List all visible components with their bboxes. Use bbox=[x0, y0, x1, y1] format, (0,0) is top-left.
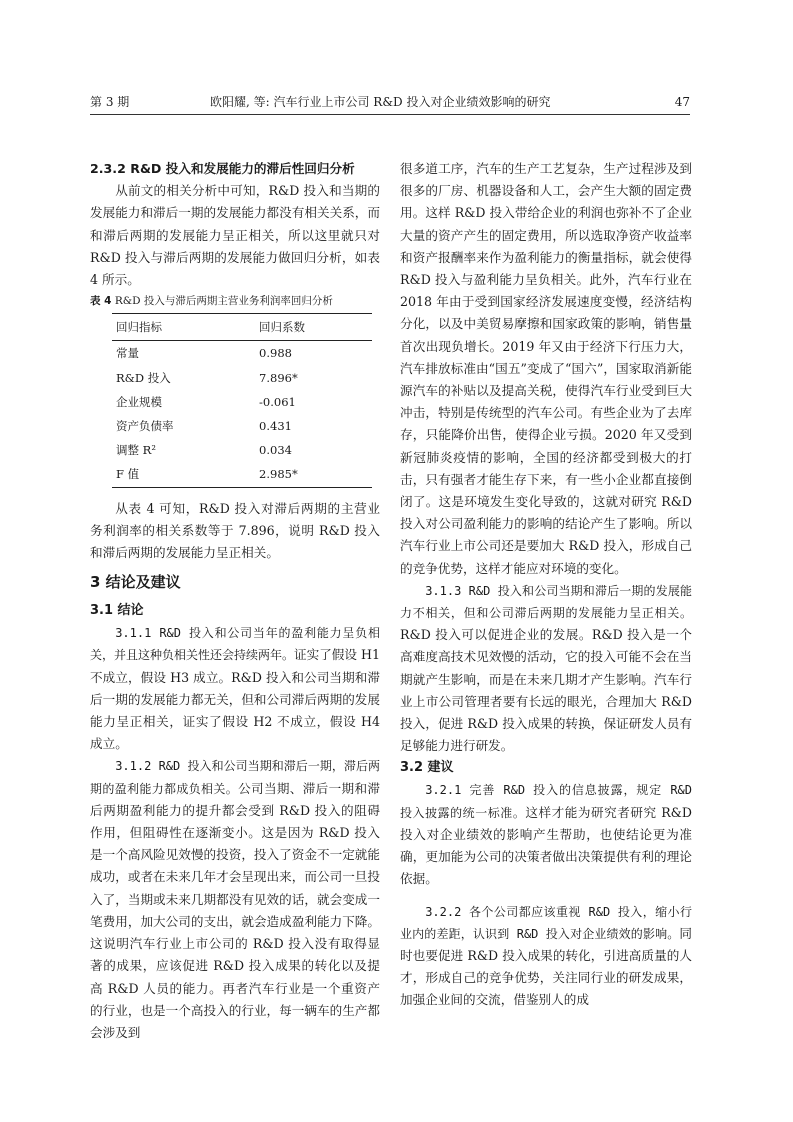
table-row bbox=[112, 414, 372, 438]
regression-table bbox=[112, 313, 372, 487]
spacer bbox=[90, 488, 380, 498]
table-cell-indicator: F 值 bbox=[112, 462, 229, 487]
conclusion-3-1-2-lead: 3.1.2 R&D 投入和公司当期和滞后一期，滞后两期的盈利能力都成负相关。 bbox=[90, 759, 380, 796]
conclusion-3-1-1 bbox=[90, 622, 380, 755]
table-cell-coefficient: 7.896* bbox=[259, 370, 298, 385]
table-4-caption bbox=[90, 293, 380, 309]
table-header-row bbox=[112, 314, 372, 341]
table-row bbox=[112, 341, 372, 366]
table-cell-indicator: 常量 bbox=[116, 346, 139, 361]
table-cell-coefficient: 2.985* bbox=[229, 462, 372, 487]
table-cell-coefficient: 0.034 bbox=[259, 443, 292, 458]
section-2-3-2-paragraph-2: 从表 4 可知，R&D 投入对滞后两期的主营业务利润率的相关系数等于 7.896，说明 R&D 投入和滞后两期的发展能力呈正相关。 bbox=[90, 500, 380, 561]
table-cell-indicator: 调整 R² bbox=[116, 443, 156, 458]
table-caption-label: 表 4 bbox=[90, 295, 112, 308]
table-cell-indicator: 资产负债率 bbox=[116, 419, 174, 434]
issue-number: 第 3 期 bbox=[90, 95, 130, 109]
section-2-3-2-paragraph-1: 从前文的相关分析中可知，R&D 投入和当期的发展能力和滞后一期的发展能力都没有相关关系，而和滞后两期的发展能力呈正相关，所以这里就只对 R&D 投入与滞后两期的发展能力做回归分析，如表 4 所示。 bbox=[90, 183, 380, 288]
page-number: 47 bbox=[674, 95, 690, 109]
table-header-indicator: 回归指标 bbox=[112, 314, 229, 341]
table-cell-coefficient: 0.431 bbox=[259, 419, 292, 434]
suggestion-3-2-2 bbox=[400, 901, 692, 1012]
section-3-1-heading: 3.1 结论 bbox=[90, 603, 144, 619]
right-column bbox=[400, 158, 692, 1012]
running-header bbox=[90, 92, 690, 112]
table-row bbox=[112, 390, 372, 414]
suggestion-3-2-1 bbox=[400, 779, 692, 890]
table-row bbox=[112, 366, 372, 390]
suggestion-3-2-1-lead: 3.2.1 完善 R&D 投入的信息披露，规定 R&D 投入披露的统一标准。 bbox=[400, 783, 692, 820]
section-3-2-heading: 3.2 建议 bbox=[400, 760, 454, 776]
running-title: 欧阳耀, 等: 汽车行业上市公司 R&D 投入对企业绩效影响的研究 bbox=[210, 95, 551, 109]
conclusion-3-1-1-lead: 3.1.1 R&D 投入和公司当年的盈利能力呈负相关，并且这种负相关性还会持续两年。 bbox=[90, 626, 380, 663]
suggestion-3-2-2-body: 同时也要促进 R&D 投入成果的转化，引进高质量的人才，形成自己的竞争优势，关注同行业的研发成果，加强企业间的交流，借鉴别人的成 bbox=[400, 925, 692, 1008]
table-row bbox=[112, 462, 372, 487]
spacer bbox=[400, 891, 692, 901]
conclusion-3-1-2-body: 公司当期、滞后一期和滞后两期盈利能力的提升都会受到 R&D 投入的阻碍作用，但阻碍性在逐渐变小。这是因为 R&D 投入是一个高风险见效慢的投资，投入了资金不一定就能成功，或者在未来几年才会呈现出来，而公司一旦投入了，当期或未来几期都没有见效的话，就会变成一笔费用，加大公司的支出，就会造成盈利能力下降。这说明汽车行业上市公司的 R&D 投入没有取得显著的成果，应该促进 R&D 投入成果的转化以及提高 R&D 人员的能力。再者汽车行业是一个重资产的行业，也是一个高投入的行业，每一辆车的生产都会涉及到 bbox=[90, 780, 380, 1040]
conclusion-3-1-3-lead: 3.1.3 R&D 投入和公司当期和滞后一期的发展能力不相关，但和公司滞后两期的发展能力呈正相关。 bbox=[400, 583, 692, 621]
conclusion-3-1-3-body: R&D 投入可以促进企业的发展。R&D 投入是一个高难度高技术见效慢的活动，它的投入可能不会在当期就产生影响，而是在未来几期才产生影响。汽车行业上市公司管理者要有长远的眼光，合理加大 R&D 投入，促进 R&D 投入成果的转换，保证研发人员有足够能力进行研发。 bbox=[400, 627, 692, 754]
conclusion-3-1-2-continued: 很多道工序，汽车的生产工艺复杂，生产过程涉及到很多的厂房、机器设备和人工，会产生大额的固定费用。这样 R&D 投入带给企业的利润也弥补不了企业大量的资产产生的固定费用，所以选取净资产收益率和资产报酬率来作为盈利能力的衡量指标，就会使得 R&D 投入与盈利能力呈负相关。此外，汽车行业在 2018 年由于受到国家经济发展速度变慢，经济结构分化，以及中美贸易摩擦和国家政策的影响，销售量首次出现负增长。2019 年又由于经济下行压力大，汽车排放标准由“国五”变成了“国六”，国家取消新能源汽车的补贴以及提高关税，使得汽车行业受到巨大冲击，特别是传统型的汽车公司。有些企业为了去库存，只能降价出售，使得企业亏损。2020 年又受到新冠肺炎疫情的影响，全国的经济都受到极大的打击，只有强者才能生存下来，有一些小企业都直接倒闭了。这是环境发生变化导致的，这就对研究 R&D 投入对公司盈利能力的影响的结论产生了影响。所以汽车行业上市公司还是要加大 R&D 投入，形成自己的竞争优势，这样才能应对环境的变化。 bbox=[400, 161, 692, 576]
conclusion-3-1-1-body: 证实了假设 H1 不成立，假设 H3 成立。R&D 投入和公司当期和滞后一期的发展能力都无关，但和公司滞后两期的发展能力呈正相关，证实了假设 H2 不成立，假设 H4 成立。 bbox=[90, 647, 380, 752]
header-rule bbox=[90, 114, 690, 115]
left-column bbox=[90, 158, 380, 1044]
suggestion-3-2-2-lead: 3.2.2 各个公司都应该重视 R&D 投入，缩小行业内的差距，认识到 R&D 投入对企业绩效的影响。 bbox=[400, 904, 692, 941]
table-cell-coefficient: 0.988 bbox=[259, 346, 292, 361]
table-caption-text: R&D 投入与滞后两期主营业务利润率回归分析 bbox=[114, 295, 333, 308]
section-3-heading: 3 结论及建议 bbox=[90, 573, 181, 592]
table-cell-indicator: 企业规模 bbox=[116, 394, 162, 409]
table-row bbox=[112, 438, 372, 462]
table-header-coefficient: 回归系数 bbox=[229, 314, 372, 341]
section-2-3-2-title: 2.3.2 R&D 投入和发展能力的滞后性回归分析 bbox=[90, 161, 355, 176]
conclusion-3-1-2 bbox=[90, 755, 380, 1044]
table-cell-indicator: R&D 投入 bbox=[116, 370, 171, 385]
suggestion-3-2-1-body: 这样才能为研究者研究 R&D 投入对企业绩效的影响产生帮助，也使结论更为准确，更加能为公司的决策者做出决策提供有利的理论依据。 bbox=[400, 804, 692, 887]
conclusion-3-1-3 bbox=[400, 580, 692, 758]
table-cell-coefficient: -0.061 bbox=[259, 394, 296, 409]
